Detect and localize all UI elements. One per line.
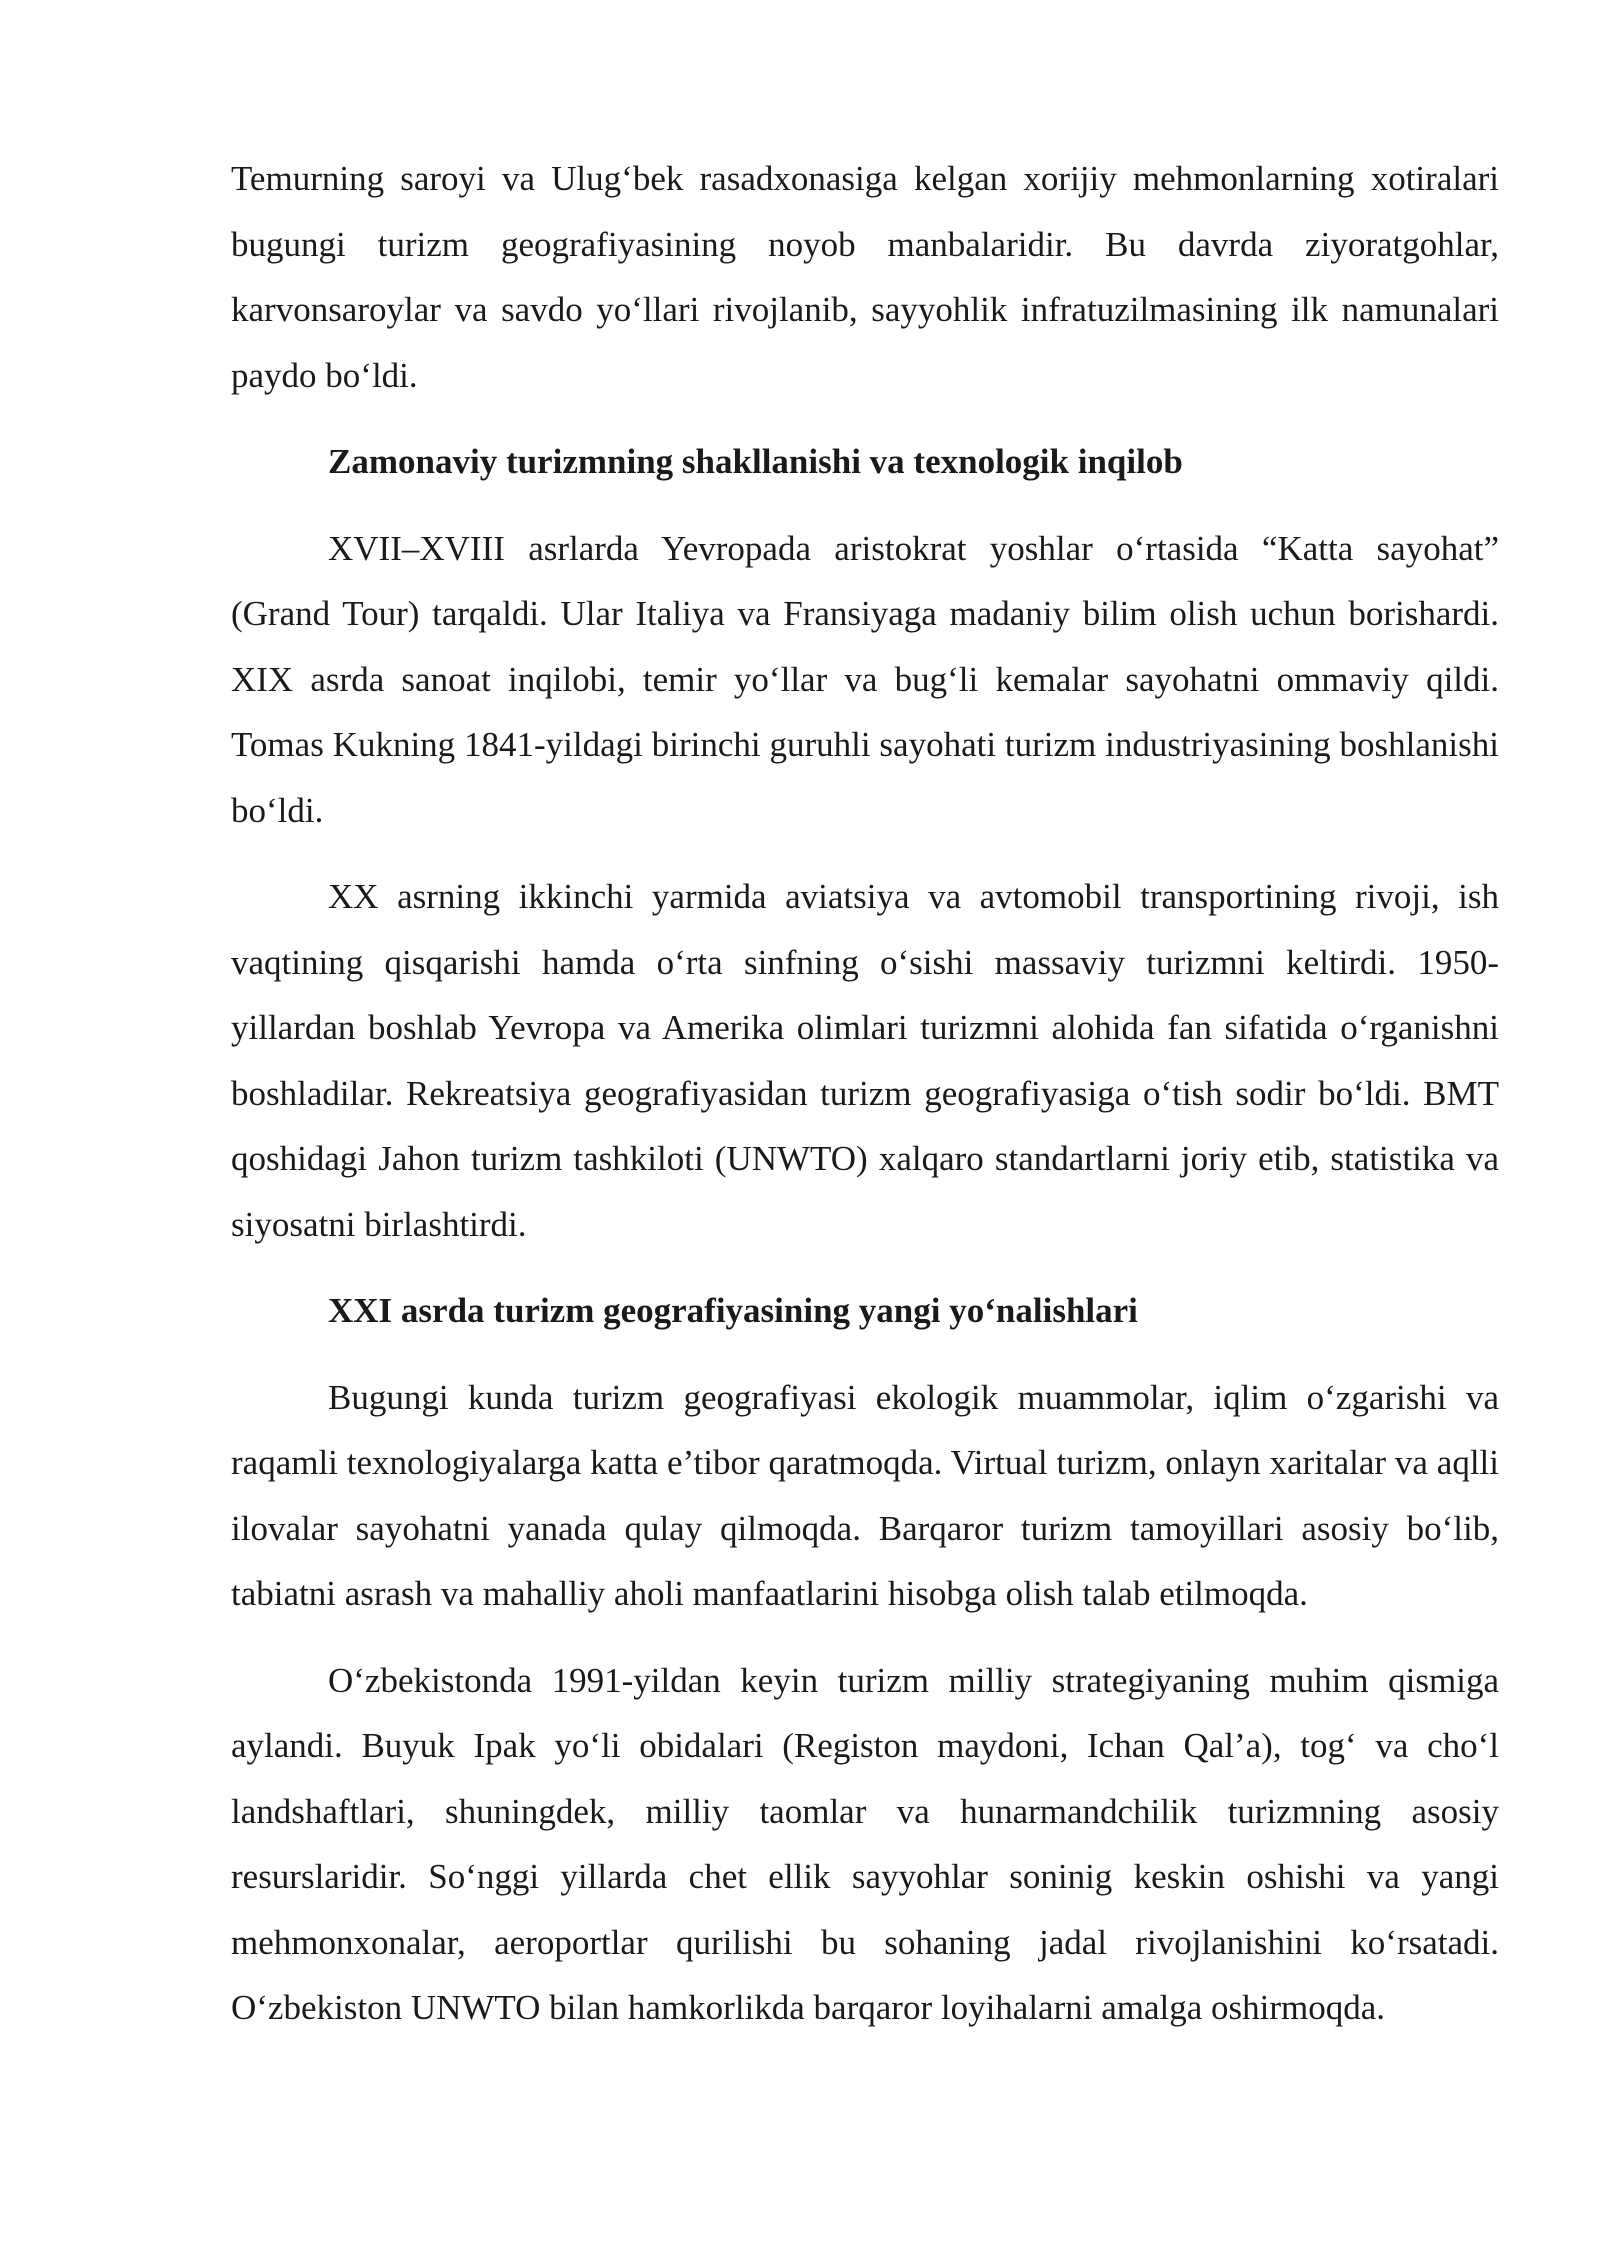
document-body — [231, 146, 1499, 2041]
section-heading-modern-tourism: Zamonaviy turizmning shakllanishi va texnologik inqilob — [328, 442, 1183, 481]
paragraph-5: O‘zbekistonda 1991-yildan keyin turizm milliy strategiyaning muhim qismiga aylandi. Buyuk Ipak yo‘li obidalari (Registon maydoni, Ichan Qal’a), tog‘ va cho‘l landshaftlari, shuningdek, milliy taomlar va hunarmandchilik turizmning asosiy resurslaridir. So‘nggi yillarda chet ellik sayyohlar soninig keskin oshishi va yangi mehmonxonalar, aeroportlar qurilishi bu sohaning jadal rivojlanishini ko‘rsatadi. O‘zbekiston UNWTO bilan hamkorlikda barqaror loyihalarni amalga oshirmoqda. — [231, 1660, 1499, 2027]
paragraph-2: XVII–XVIII asrlarda Yevropada aristokrat yoshlar o‘rtasida “Katta sayohat” (Grand Tour) tarqaldi. Ular Italiya va Fransiyaga madaniy bilim olish uchun borishardi. XIX asrda sanoat inqilobi, temir yo‘llar va bug‘li kemalar sayohatni ommaviy qildi. Tomas Kukning 1841-yildagi birinchi guruhli sayohati turizm industriyasining boshlanishi bo‘ldi. — [231, 528, 1499, 830]
section-heading-21st-century: XXI asrda turizm geografiyasining yangi yo‘nalishlari — [328, 1291, 1138, 1330]
paragraph-3: XX asrning ikkinchi yarmida aviatsiya va avtomobil transportining rivoji, ish vaqtining qisqarishi hamda o‘rta sinfning o‘sishi massaviy turizmni keltirdi. 1950-yillardan boshlab Yevropa va Amerika olimlari turizmni alohida fan sifatida o‘rganishni boshladilar. Rekreatsiya geografiyasidan turizm geografiyasiga o‘tish sodir bo‘ldi. BMT qoshidagi Jahon turizm tashkiloti (UNWTO) xalqaro standartlarni joriy etib, statistika va siyosatni birlashtirdi. — [231, 877, 1499, 1244]
paragraph-4: Bugungi kunda turizm geografiyasi ekologik muammolar, iqlim o‘zgarishi va raqamli texnologiyalarga katta e’tibor qaratmoqda. Virtual turizm, onlayn xaritalar va aqlli ilovalar sayohatni yanada qulay qilmoqda. Barqaror turizm tamoyillari asosiy bo‘lib, tabiatni asrash va mahalliy aholi manfaatlarini hisobga olish talab etilmoqda. — [231, 1377, 1499, 1613]
paragraph-1: Temurning saroyi va Ulug‘bek rasadxonasiga kelgan xorijiy mehmonlarning xotiralari bugungi turizm geografiyasining noyob manbalaridir. Bu davrda ziyoratgohlar, karvonsaroylar va savdo yo‘llari rivojlanib, sayyohlik infratuzilmasining ilk namunalari paydo bo‘ldi. — [231, 159, 1499, 395]
